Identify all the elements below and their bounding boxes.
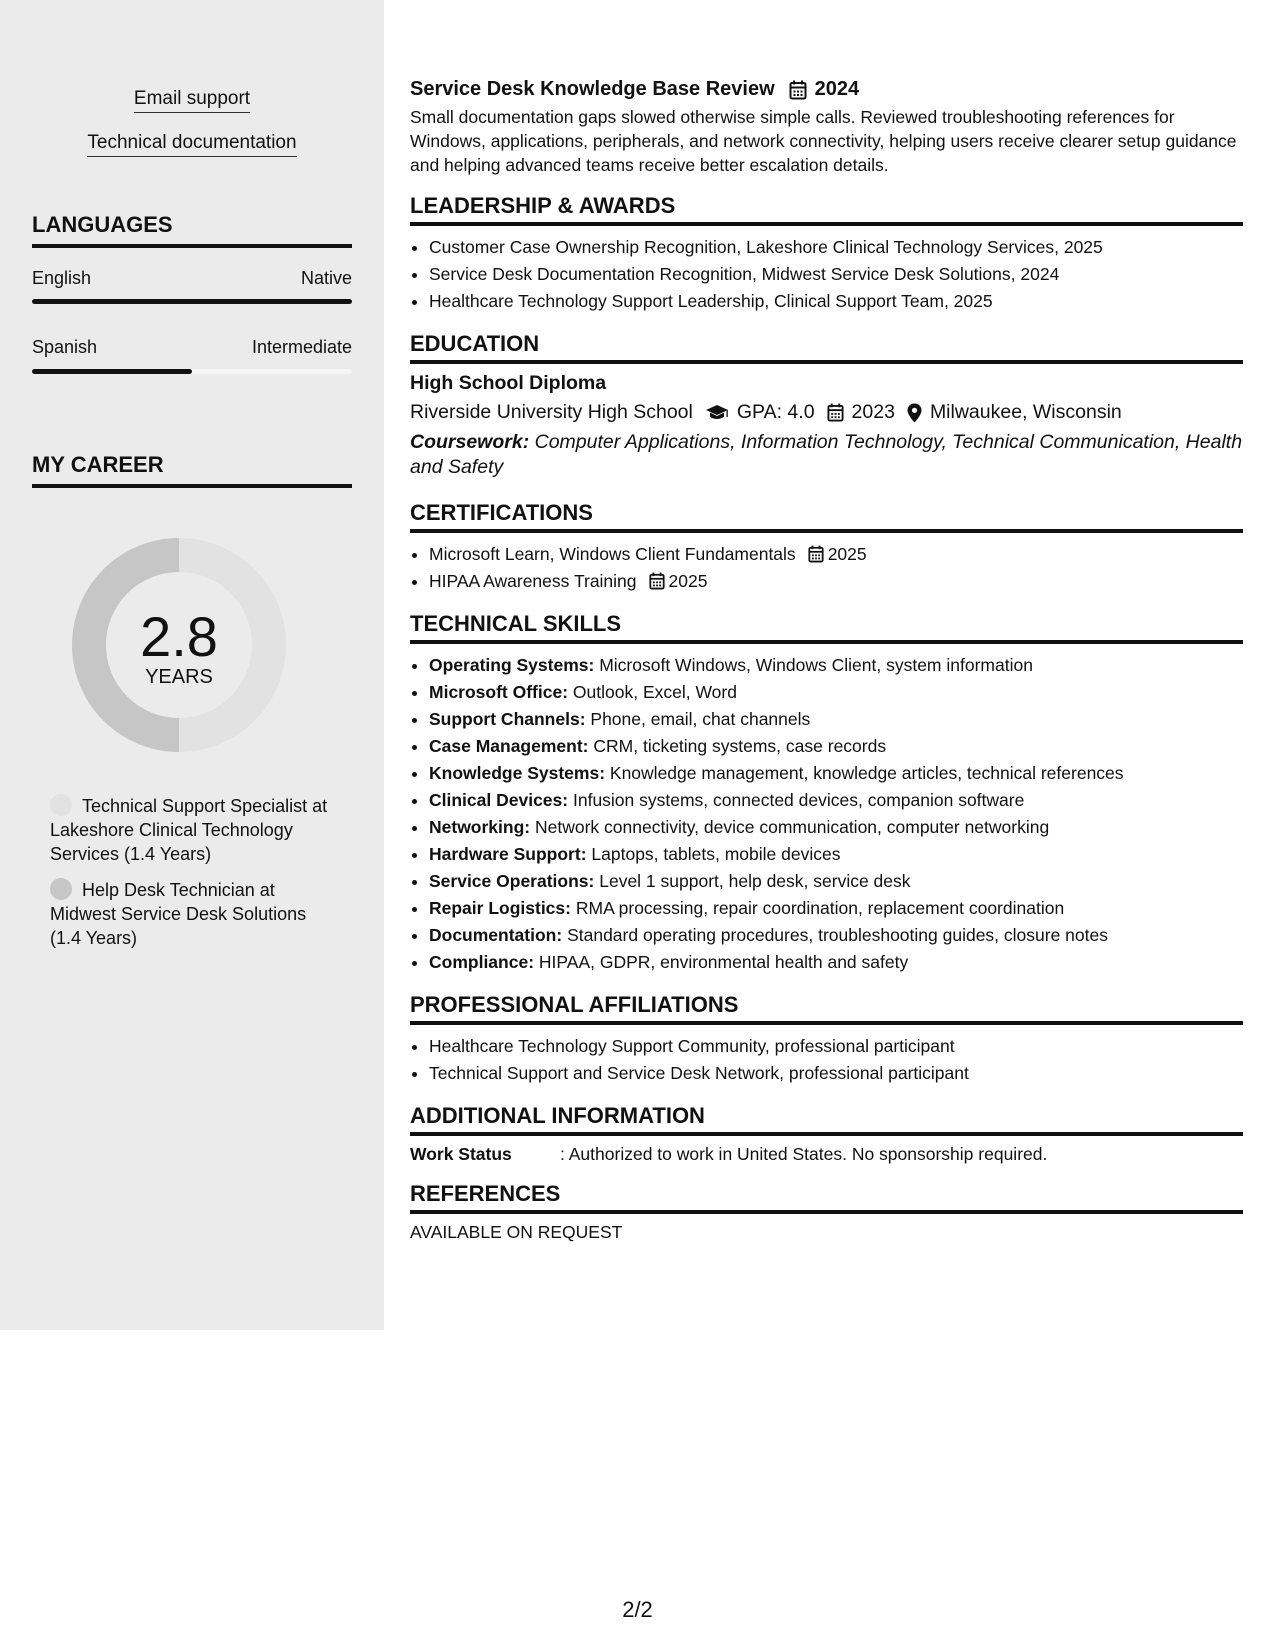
- skills-list: [410, 652, 1243, 976]
- affiliations-list: [410, 1033, 1243, 1087]
- main-content: [410, 78, 1243, 1243]
- page-number: 2/2: [622, 1597, 653, 1622]
- list-item: • Microsoft Learn, Windows Client Fundamentals 2025: [429, 541, 1243, 568]
- career-total: 2.8: [140, 605, 218, 668]
- skill-item: • Networking: Network connectivity, device communication, computer networking: [429, 814, 1243, 841]
- project-year: 2024: [814, 78, 860, 100]
- certifications-list: [410, 541, 1243, 595]
- language-row: [32, 337, 352, 358]
- calendar-icon: [827, 403, 844, 422]
- legend-dot: [50, 878, 72, 900]
- list-item: • Healthcare Technology Support Leadership, Clinical Support Team, 2025: [429, 288, 1243, 315]
- sidebar: [0, 0, 384, 1330]
- skill-item: • Operating Systems: Microsoft Windows, Windows Client, system information: [429, 652, 1243, 679]
- education-details: [410, 401, 1243, 424]
- language-level: Native: [300, 268, 352, 288]
- language-level: Intermediate: [251, 337, 352, 357]
- legend-dot: [50, 794, 72, 816]
- skill-item: • Microsoft Office: Outlook, Excel, Word: [429, 679, 1243, 706]
- skill-item: • Compliance: HIPAA, GDPR, environmental health and safety: [429, 949, 1243, 976]
- language-bar-fill: [32, 369, 192, 374]
- awards-list: [410, 234, 1243, 315]
- references-heading: REFERENCES: [410, 1181, 1243, 1214]
- additional-heading: ADDITIONAL INFORMATION: [410, 1103, 1243, 1136]
- certifications-heading: CERTIFICATIONS: [410, 500, 1243, 533]
- skill-item: • Documentation: Standard operating procedures, troubleshooting guides, closure notes: [429, 922, 1243, 949]
- list-item: • Customer Case Ownership Recognition, Lakeshore Clinical Technology Services, 2025: [429, 234, 1243, 261]
- skill-item: • Clinical Devices: Infusion systems, connected devices, companion software: [429, 787, 1243, 814]
- skill-item: • Repair Logistics: RMA processing, repair coordination, replacement coordination: [429, 895, 1243, 922]
- calendar-icon: [649, 572, 665, 590]
- location-pin-icon: [907, 403, 922, 423]
- awards-heading: LEADERSHIP & AWARDS: [410, 193, 1243, 226]
- language-row: [32, 268, 352, 289]
- project-title: Service Desk Knowledge Base Review 2024: [410, 78, 860, 100]
- education-year: 2023: [851, 401, 895, 423]
- education-degree: High School Diploma: [410, 372, 607, 394]
- skill-item: • Service Operations: Level 1 support, help desk, service desk: [429, 868, 1243, 895]
- skill-tag: Technical documentation: [0, 132, 384, 154]
- list-item: • HIPAA Awareness Training 2025: [429, 568, 1243, 595]
- work-status-value: : Authorized to work in United States. No sponsorship required.: [560, 1144, 1048, 1164]
- languages-heading: LANGUAGES: [32, 212, 352, 248]
- skill-tag: Email support: [0, 88, 384, 110]
- skill-item: • Hardware Support: Laptops, tablets, mobile devices: [429, 841, 1243, 868]
- skill-item: • Knowledge Systems: Knowledge management, knowledge articles, technical references: [429, 760, 1243, 787]
- career-item: Technical Support Specialist at Lakeshore Clinical Technology Services (1.4 Years): [50, 796, 328, 864]
- language-name: Spanish: [32, 337, 98, 357]
- career-heading: MY CAREER: [32, 452, 352, 488]
- skill-item: • Case Management: CRM, ticketing systems, case records: [429, 733, 1243, 760]
- affiliations-heading: PROFESSIONAL AFFILIATIONS: [410, 992, 1243, 1025]
- calendar-icon: [789, 80, 807, 100]
- education-coursework: Coursework: Computer Applications, Information Technology, Technical Communication, Health and Safety: [410, 431, 1243, 478]
- education-gpa: GPA: 4.0: [736, 401, 815, 423]
- project-description: Small documentation gaps slowed otherwise simple calls. Reviewed troubleshooting references for Windows, applications, peripherals, and network connectivity, helping users receive clearer setup guidance and helping advanced teams receive better escalation details.: [410, 107, 1237, 175]
- graduation-cap-icon: [705, 404, 729, 422]
- language-bar-fill: [32, 299, 352, 304]
- language-name: English: [32, 268, 92, 288]
- career-unit: YEARS: [145, 666, 213, 688]
- list-item: • Service Desk Documentation Recognition, Midwest Service Desk Solutions, 2024: [429, 261, 1243, 288]
- references-text: AVAILABLE ON REQUEST: [410, 1222, 623, 1242]
- education-heading: EDUCATION: [410, 331, 1243, 364]
- language-bar: [32, 299, 352, 304]
- language-bar: [32, 369, 352, 374]
- skill-item: • Support Channels: Phone, email, chat channels: [429, 706, 1243, 733]
- work-status-label: Work Status: [410, 1144, 512, 1164]
- work-status: [410, 1144, 1243, 1165]
- education-location: Milwaukee, Wisconsin: [929, 401, 1122, 423]
- calendar-icon: [808, 545, 824, 563]
- skills-heading: TECHNICAL SKILLS: [410, 611, 1243, 644]
- education-school: Riverside University High School: [410, 401, 693, 423]
- list-item: • Technical Support and Service Desk Network, professional participant: [429, 1060, 1243, 1087]
- list-item: • Healthcare Technology Support Community, professional participant: [429, 1033, 1243, 1060]
- career-item: Help Desk Technician at Midwest Service Desk Solutions (1.4 Years): [50, 880, 307, 948]
